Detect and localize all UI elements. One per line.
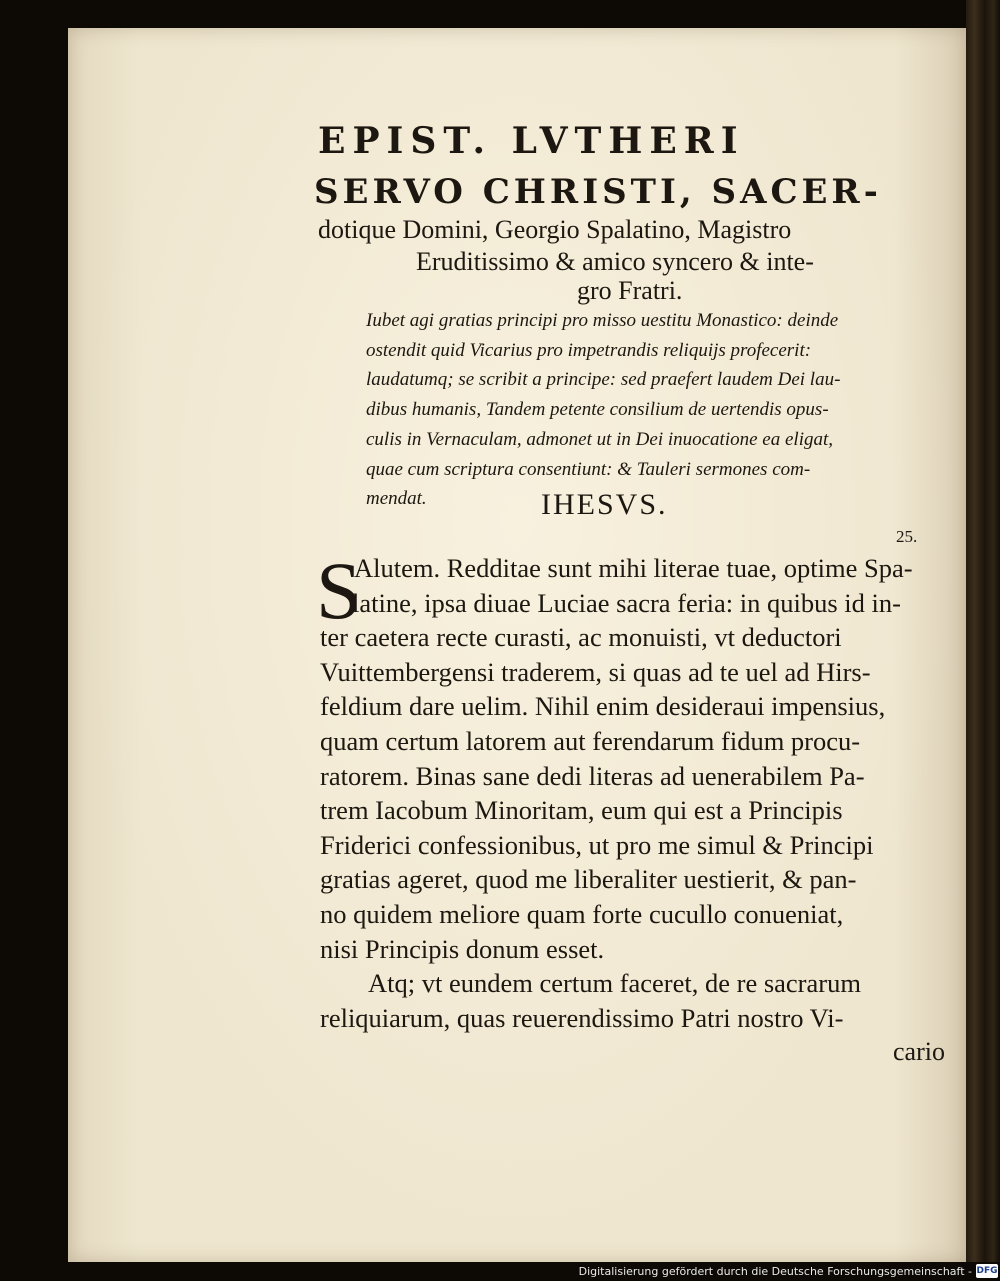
body-line: gratias ageret, quod me liberaliter uestierit, & pan- (320, 864, 857, 895)
page-number: 25. (896, 527, 918, 546)
body-line: latine, ipsa diuae Luciae sacra feria: in quibus id in- (352, 587, 901, 618)
body-line: feldium dare uelim. Nihil enim desideraui impensius, (320, 691, 886, 722)
body-line: Vuittembergensi traderem, si quas ad te uel ad Hirs- (320, 656, 871, 687)
summary-line: dibus humanis, Tandem petente consilium de uertendis opus- (366, 399, 829, 421)
summary-line: ostendit quid Vicarius pro impetrandis reliquijs profecerit: (366, 339, 812, 361)
book-spine-edge (966, 0, 1000, 1262)
summary-line: mendat. (366, 488, 427, 510)
heading-line-3: dotique Domini, Georgio Spalatino, Magistro (318, 215, 792, 244)
catchword: cario (893, 1037, 945, 1066)
body-line: Alutem. Redditae sunt mihi literae tuae, optime Spa- (354, 553, 913, 583)
body-line: trem Iacobum Minoritam, eum qui est a Principis (320, 795, 843, 826)
body-line: Friderici confessionibus, ut pro me simul & Principi (320, 829, 874, 860)
invocation-heading: IHESVS. (541, 488, 668, 521)
heading-line-4: Eruditissimo & amico syncero & inte- (416, 247, 814, 276)
letter-summary (366, 306, 926, 514)
summary-line: Iubet agi gratias principi pro misso uestitu Monastico: deinde (366, 310, 839, 331)
heading-line-1: EPIST. LVTHERI (318, 120, 745, 162)
dfg-logo-icon: DFG (976, 1266, 998, 1276)
body-line: quam certum latorem aut ferendarum fidum procu- (320, 725, 861, 756)
body-line: ter caetera recte curasti, ac monuisti, vt deductori (320, 622, 842, 653)
summary-line: quae cum scriptura consentiunt: & Tauleri sermones com- (366, 458, 811, 480)
heading-line-5: gro Fratri. (577, 276, 683, 305)
body-line: nisi Principis donum esset. (320, 933, 605, 964)
drop-cap: S (316, 545, 362, 636)
footer-bar (0, 1262, 1000, 1281)
body-line: no quidem meliore quam forte cucullo conueniat, (320, 898, 844, 929)
body-line: reliquiarum, quas reuerendissimo Patri nostro Vi- (320, 1002, 844, 1033)
summary-line: laudatumq; se scribit a principe: sed praefert laudem Dei lau- (366, 369, 841, 391)
footer-credit: Digitalisierung gefördert durch die Deutsche Forschungsgemeinschaft - (578, 1265, 972, 1278)
body-line: ratorem. Binas sane dedi literas ad uenerabilem Pa- (320, 760, 865, 791)
letter-body (320, 551, 930, 1035)
heading-line-2: SERVO CHRISTI, SACER- (314, 172, 882, 212)
body-line: Atq; vt eundem certum faceret, de re sacrarum (368, 968, 861, 999)
summary-line: culis in Vernaculam, admonet ut in Dei inuocatione ea eligat, (366, 428, 834, 450)
